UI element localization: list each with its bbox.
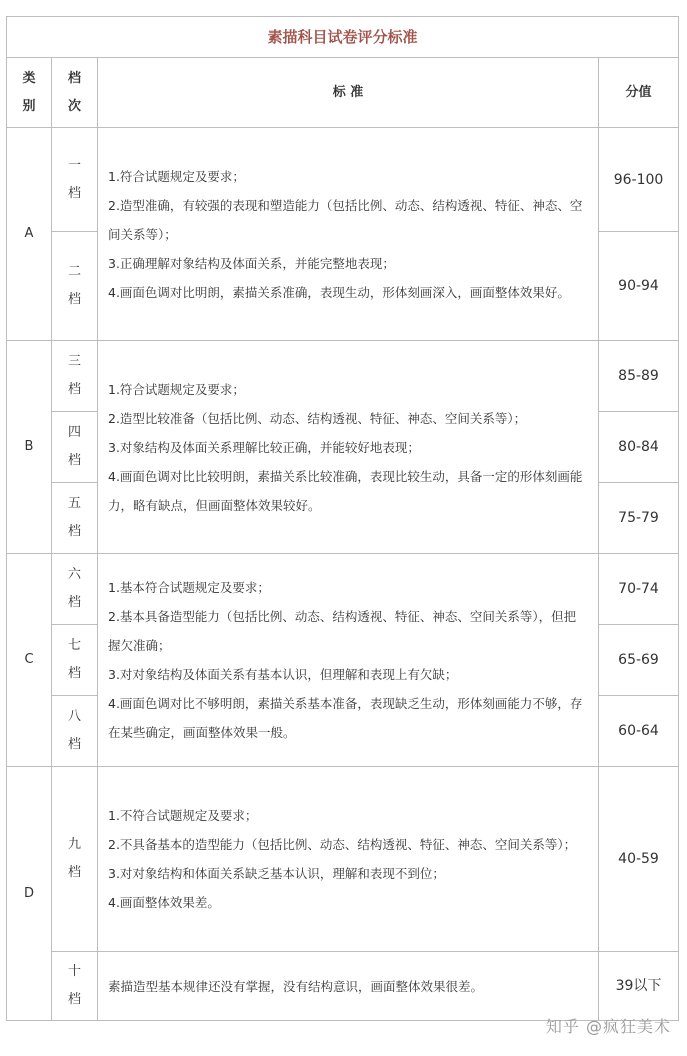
level-cell: 四档 (52, 412, 98, 483)
criterion: 1.符合试题规定及要求； (108, 168, 245, 184)
criterion: 2.基本具备造型能力（包括比例、动态、结构透视、特征、神态、空间关系等），但把握欠准确； (108, 609, 577, 653)
criterion: 2.造型比较准备（包括比例、动态、结构透视、特征、神态、空间关系等）； (108, 410, 527, 426)
criterion: 素描造型基本规律还没有掌握，没有结构意识，画面整体效果很差。 (108, 978, 484, 994)
criteria-a (98, 128, 599, 341)
level-cell: 三档 (52, 341, 98, 412)
header-category: 类别 (7, 58, 52, 128)
score-cell: 60-64 (599, 696, 679, 767)
scoring-table (6, 16, 679, 1021)
criteria-last (98, 952, 599, 1021)
criterion: 3.对对象结构及体面关系有基本认识，但理解和表现上有欠缺； (108, 667, 458, 682)
criterion: 3.对对象结构和体面关系缺乏基本认识，理解和表现不到位； (108, 866, 445, 881)
criterion: 4.画面色调对比明朗，素描关系准确，表现生动，形体刻画深入，画面整体效果好。 (108, 284, 570, 300)
score-cell: 70-74 (599, 554, 679, 625)
criterion: 1.基本符合试题规定及要求； (108, 580, 270, 595)
criterion: 4.画面色调对比不够明朗，素描关系基本准备，表现缺乏生动，形体刻画能力不够，存在某些确定，画面整体效果一般。 (108, 696, 583, 740)
score-cell: 75-79 (599, 483, 679, 554)
criterion: 1.不符合试题规定及要求； (108, 808, 258, 823)
criterion: 4.画面色调对比比较明朗，素描关系比较准确，表现比较生动，具备一定的形体刻画能力，略有缺点，但画面整体效果较好。 (108, 468, 583, 513)
category-b: B (7, 341, 52, 554)
score-cell: 40-59 (599, 767, 679, 952)
level-cell: 十档 (52, 952, 98, 1021)
level-cell: 五档 (52, 483, 98, 554)
criterion: 3.正确理解对象结构及体面关系，并能完整地表现； (108, 255, 395, 271)
level-cell: 二档 (52, 232, 98, 341)
category-a: A (7, 128, 52, 341)
criteria-d (98, 767, 599, 952)
score-cell: 65-69 (599, 625, 679, 696)
level-cell: 九档 (52, 767, 98, 952)
level-cell: 八档 (52, 696, 98, 767)
header-level: 档次 (52, 58, 98, 128)
criteria-c (98, 554, 599, 767)
score-cell: 96-100 (599, 128, 679, 232)
criterion: 4.画面整体效果差。 (108, 895, 220, 910)
category-d: D (7, 767, 52, 1021)
score-cell: 39以下 (599, 952, 679, 1021)
score-cell: 80-84 (599, 412, 679, 483)
criterion: 3.对象结构及体面关系理解比较正确，并能较好地表现； (108, 439, 420, 455)
watermark: 知乎 @疯狂美术 (545, 1017, 671, 1036)
score-cell: 85-89 (599, 341, 679, 412)
header-standard: 标 准 (98, 58, 599, 128)
category-c: C (7, 554, 52, 767)
score-cell: 90-94 (599, 232, 679, 341)
criterion: 1.符合试题规定及要求； (108, 381, 245, 397)
level-cell: 一档 (52, 128, 98, 232)
level-cell: 六档 (52, 554, 98, 625)
header-score: 分值 (599, 58, 679, 128)
criteria-b (98, 341, 599, 554)
criterion: 2.造型准确，有较强的表现和塑造能力（包括比例、动态、结构透视、特征、神态、空间关系等）； (108, 197, 583, 242)
level-cell: 七档 (52, 625, 98, 696)
table-title: 素描科目试卷评分标准 (7, 17, 679, 58)
criterion: 2.不具备基本的造型能力（包括比例、动态、结构透视、特征、神态、空间关系等）； (108, 837, 577, 852)
